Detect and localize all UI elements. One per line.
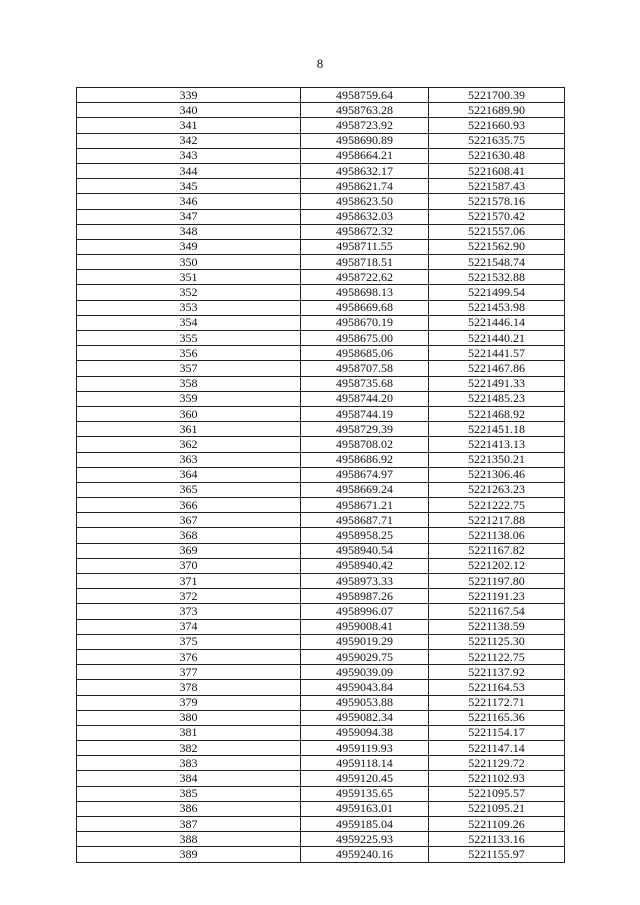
- y-coordinate-cell: 5221164.53: [429, 680, 565, 695]
- table-row: [77, 88, 565, 103]
- point-number-cell: 342: [77, 133, 301, 148]
- point-number-cell: 361: [77, 422, 301, 437]
- x-coordinate-cell: 4958763.28: [301, 103, 429, 118]
- x-coordinate-cell: 4959094.38: [301, 725, 429, 740]
- table-row: [77, 756, 565, 771]
- table-row: [77, 817, 565, 832]
- x-coordinate-cell: 4958707.58: [301, 361, 429, 376]
- y-coordinate-cell: 5221217.88: [429, 513, 565, 528]
- point-number-cell: 387: [77, 817, 301, 832]
- point-number-cell: 383: [77, 756, 301, 771]
- table-row: [77, 574, 565, 589]
- table-row: [77, 133, 565, 148]
- table-row: [77, 163, 565, 178]
- x-coordinate-cell: 4958987.26: [301, 589, 429, 604]
- y-coordinate-cell: 5221453.98: [429, 300, 565, 315]
- table-row: [77, 710, 565, 725]
- point-number-cell: 356: [77, 346, 301, 361]
- point-number-cell: 384: [77, 771, 301, 786]
- y-coordinate-cell: 5221499.54: [429, 285, 565, 300]
- page-number: 8: [316, 56, 324, 71]
- table-row: [77, 346, 565, 361]
- table-row: [77, 619, 565, 634]
- x-coordinate-cell: 4958718.51: [301, 255, 429, 270]
- table-row: [77, 680, 565, 695]
- x-coordinate-cell: 4958669.24: [301, 482, 429, 497]
- x-coordinate-cell: 4958623.50: [301, 194, 429, 209]
- x-coordinate-cell: 4959019.29: [301, 634, 429, 649]
- table-row: [77, 406, 565, 421]
- table-row: [77, 801, 565, 816]
- y-coordinate-cell: 5221350.21: [429, 452, 565, 467]
- y-coordinate-cell: 5221440.21: [429, 331, 565, 346]
- x-coordinate-cell: 4958687.71: [301, 513, 429, 528]
- point-number-cell: 375: [77, 634, 301, 649]
- point-number-cell: 377: [77, 665, 301, 680]
- table-row: [77, 239, 565, 254]
- table-row: [77, 741, 565, 756]
- y-coordinate-cell: 5221587.43: [429, 179, 565, 194]
- table-row: [77, 786, 565, 801]
- y-coordinate-cell: 5221485.23: [429, 391, 565, 406]
- point-number-cell: 362: [77, 437, 301, 452]
- x-coordinate-cell: 4958708.02: [301, 437, 429, 452]
- point-number-cell: 355: [77, 331, 301, 346]
- point-number-cell: 376: [77, 649, 301, 664]
- x-coordinate-cell: 4958729.39: [301, 422, 429, 437]
- y-coordinate-cell: 5221222.75: [429, 498, 565, 513]
- table-row: [77, 467, 565, 482]
- y-coordinate-cell: 5221451.18: [429, 422, 565, 437]
- point-number-cell: 352: [77, 285, 301, 300]
- point-number-cell: 341: [77, 118, 301, 133]
- table-row: [77, 482, 565, 497]
- x-coordinate-cell: 4959053.88: [301, 695, 429, 710]
- y-coordinate-cell: 5221133.16: [429, 832, 565, 847]
- x-coordinate-cell: 4958711.55: [301, 239, 429, 254]
- y-coordinate-cell: 5221689.90: [429, 103, 565, 118]
- point-number-cell: 348: [77, 224, 301, 239]
- table-row: [77, 771, 565, 786]
- table-row: [77, 604, 565, 619]
- table-row: [77, 194, 565, 209]
- x-coordinate-cell: 4958672.32: [301, 224, 429, 239]
- point-number-cell: 357: [77, 361, 301, 376]
- table-row: [77, 543, 565, 558]
- x-coordinate-cell: 4958940.54: [301, 543, 429, 558]
- table-row: [77, 498, 565, 513]
- point-number-cell: 380: [77, 710, 301, 725]
- y-coordinate-cell: 5221467.86: [429, 361, 565, 376]
- table-row: [77, 558, 565, 573]
- y-coordinate-cell: 5221468.92: [429, 406, 565, 421]
- x-coordinate-cell: 4958670.19: [301, 315, 429, 330]
- point-number-cell: 363: [77, 452, 301, 467]
- y-coordinate-cell: 5221167.82: [429, 543, 565, 558]
- y-coordinate-cell: 5221263.23: [429, 482, 565, 497]
- x-coordinate-cell: 4959118.14: [301, 756, 429, 771]
- y-coordinate-cell: 5221491.33: [429, 376, 565, 391]
- x-coordinate-cell: 4959240.16: [301, 847, 429, 862]
- table-row: [77, 315, 565, 330]
- x-coordinate-cell: 4958690.89: [301, 133, 429, 148]
- table-row: [77, 634, 565, 649]
- table-row: [77, 270, 565, 285]
- y-coordinate-cell: 5221562.90: [429, 239, 565, 254]
- y-coordinate-cell: 5221570.42: [429, 209, 565, 224]
- point-number-cell: 370: [77, 558, 301, 573]
- y-coordinate-cell: 5221138.06: [429, 528, 565, 543]
- point-number-cell: 343: [77, 148, 301, 163]
- y-coordinate-cell: 5221167.54: [429, 604, 565, 619]
- point-number-cell: 379: [77, 695, 301, 710]
- x-coordinate-cell: 4958735.68: [301, 376, 429, 391]
- y-coordinate-cell: 5221137.92: [429, 665, 565, 680]
- table-row: [77, 224, 565, 239]
- x-coordinate-cell: 4958958.25: [301, 528, 429, 543]
- y-coordinate-cell: 5221155.97: [429, 847, 565, 862]
- point-number-cell: 354: [77, 315, 301, 330]
- y-coordinate-cell: 5221306.46: [429, 467, 565, 482]
- point-number-cell: 350: [77, 255, 301, 270]
- y-coordinate-cell: 5221557.06: [429, 224, 565, 239]
- table-row: [77, 391, 565, 406]
- x-coordinate-cell: 4959082.34: [301, 710, 429, 725]
- coordinates-table-body: [77, 88, 565, 863]
- x-coordinate-cell: 4959029.75: [301, 649, 429, 664]
- table-row: [77, 589, 565, 604]
- table-row: [77, 528, 565, 543]
- table-row: [77, 361, 565, 376]
- y-coordinate-cell: 5221122.75: [429, 649, 565, 664]
- x-coordinate-cell: 4959225.93: [301, 832, 429, 847]
- table-row: [77, 255, 565, 270]
- y-coordinate-cell: 5221125.30: [429, 634, 565, 649]
- y-coordinate-cell: 5221608.41: [429, 163, 565, 178]
- x-coordinate-cell: 4958671.21: [301, 498, 429, 513]
- y-coordinate-cell: 5221172.71: [429, 695, 565, 710]
- y-coordinate-cell: 5221202.12: [429, 558, 565, 573]
- point-number-cell: 389: [77, 847, 301, 862]
- x-coordinate-cell: 4958685.06: [301, 346, 429, 361]
- x-coordinate-cell: 4958686.92: [301, 452, 429, 467]
- x-coordinate-cell: 4959185.04: [301, 817, 429, 832]
- table-row: [77, 148, 565, 163]
- x-coordinate-cell: 4958621.74: [301, 179, 429, 194]
- x-coordinate-cell: 4959043.84: [301, 680, 429, 695]
- x-coordinate-cell: 4958723.92: [301, 118, 429, 133]
- point-number-cell: 372: [77, 589, 301, 604]
- x-coordinate-cell: 4958744.19: [301, 406, 429, 421]
- y-coordinate-cell: 5221660.93: [429, 118, 565, 133]
- y-coordinate-cell: 5221700.39: [429, 88, 565, 103]
- point-number-cell: 364: [77, 467, 301, 482]
- point-number-cell: 373: [77, 604, 301, 619]
- point-number-cell: 344: [77, 163, 301, 178]
- y-coordinate-cell: 5221138.59: [429, 619, 565, 634]
- y-coordinate-cell: 5221197.80: [429, 574, 565, 589]
- x-coordinate-cell: 4959163.01: [301, 801, 429, 816]
- y-coordinate-cell: 5221191.23: [429, 589, 565, 604]
- table-row: [77, 832, 565, 847]
- point-number-cell: 371: [77, 574, 301, 589]
- y-coordinate-cell: 5221129.72: [429, 756, 565, 771]
- y-coordinate-cell: 5221441.57: [429, 346, 565, 361]
- point-number-cell: 378: [77, 680, 301, 695]
- y-coordinate-cell: 5221413.13: [429, 437, 565, 452]
- table-row: [77, 665, 565, 680]
- y-coordinate-cell: 5221154.17: [429, 725, 565, 740]
- x-coordinate-cell: 4959039.09: [301, 665, 429, 680]
- x-coordinate-cell: 4958698.13: [301, 285, 429, 300]
- x-coordinate-cell: 4959008.41: [301, 619, 429, 634]
- x-coordinate-cell: 4958675.00: [301, 331, 429, 346]
- x-coordinate-cell: 4958940.42: [301, 558, 429, 573]
- x-coordinate-cell: 4958744.20: [301, 391, 429, 406]
- x-coordinate-cell: 4958632.17: [301, 163, 429, 178]
- y-coordinate-cell: 5221532.88: [429, 270, 565, 285]
- x-coordinate-cell: 4958674.97: [301, 467, 429, 482]
- y-coordinate-cell: 5221578.16: [429, 194, 565, 209]
- y-coordinate-cell: 5221446.14: [429, 315, 565, 330]
- table-row: [77, 437, 565, 452]
- table-row: [77, 452, 565, 467]
- point-number-cell: 360: [77, 406, 301, 421]
- point-number-cell: 374: [77, 619, 301, 634]
- point-number-cell: 385: [77, 786, 301, 801]
- table-row: [77, 513, 565, 528]
- y-coordinate-cell: 5221635.75: [429, 133, 565, 148]
- point-number-cell: 346: [77, 194, 301, 209]
- x-coordinate-cell: 4958632.03: [301, 209, 429, 224]
- x-coordinate-cell: 4958996.07: [301, 604, 429, 619]
- x-coordinate-cell: 4958973.33: [301, 574, 429, 589]
- y-coordinate-cell: 5221095.57: [429, 786, 565, 801]
- table-row: [77, 725, 565, 740]
- point-number-cell: 345: [77, 179, 301, 194]
- table-row: [77, 649, 565, 664]
- table-row: [77, 422, 565, 437]
- point-number-cell: 368: [77, 528, 301, 543]
- x-coordinate-cell: 4959119.93: [301, 741, 429, 756]
- x-coordinate-cell: 4959135.65: [301, 786, 429, 801]
- table-row: [77, 376, 565, 391]
- point-number-cell: 381: [77, 725, 301, 740]
- point-number-cell: 386: [77, 801, 301, 816]
- point-number-cell: 340: [77, 103, 301, 118]
- point-number-cell: 365: [77, 482, 301, 497]
- point-number-cell: 339: [77, 88, 301, 103]
- point-number-cell: 366: [77, 498, 301, 513]
- y-coordinate-cell: 5221548.74: [429, 255, 565, 270]
- point-number-cell: 349: [77, 239, 301, 254]
- x-coordinate-cell: 4959120.45: [301, 771, 429, 786]
- coordinates-table: [76, 87, 565, 863]
- point-number-cell: 353: [77, 300, 301, 315]
- x-coordinate-cell: 4958669.68: [301, 300, 429, 315]
- y-coordinate-cell: 5221147.14: [429, 741, 565, 756]
- table-row: [77, 331, 565, 346]
- point-number-cell: 367: [77, 513, 301, 528]
- table-row: [77, 209, 565, 224]
- point-number-cell: 382: [77, 741, 301, 756]
- y-coordinate-cell: 5221165.36: [429, 710, 565, 725]
- point-number-cell: 358: [77, 376, 301, 391]
- table-row: [77, 300, 565, 315]
- table-row: [77, 847, 565, 862]
- y-coordinate-cell: 5221630.48: [429, 148, 565, 163]
- x-coordinate-cell: 4958664.21: [301, 148, 429, 163]
- x-coordinate-cell: 4958759.64: [301, 88, 429, 103]
- y-coordinate-cell: 5221102.93: [429, 771, 565, 786]
- table-row: [77, 695, 565, 710]
- y-coordinate-cell: 5221109.26: [429, 817, 565, 832]
- point-number-cell: 347: [77, 209, 301, 224]
- point-number-cell: 388: [77, 832, 301, 847]
- table-row: [77, 103, 565, 118]
- table-row: [77, 285, 565, 300]
- point-number-cell: 369: [77, 543, 301, 558]
- table-row: [77, 118, 565, 133]
- y-coordinate-cell: 5221095.21: [429, 801, 565, 816]
- table-row: [77, 179, 565, 194]
- point-number-cell: 351: [77, 270, 301, 285]
- point-number-cell: 359: [77, 391, 301, 406]
- x-coordinate-cell: 4958722.62: [301, 270, 429, 285]
